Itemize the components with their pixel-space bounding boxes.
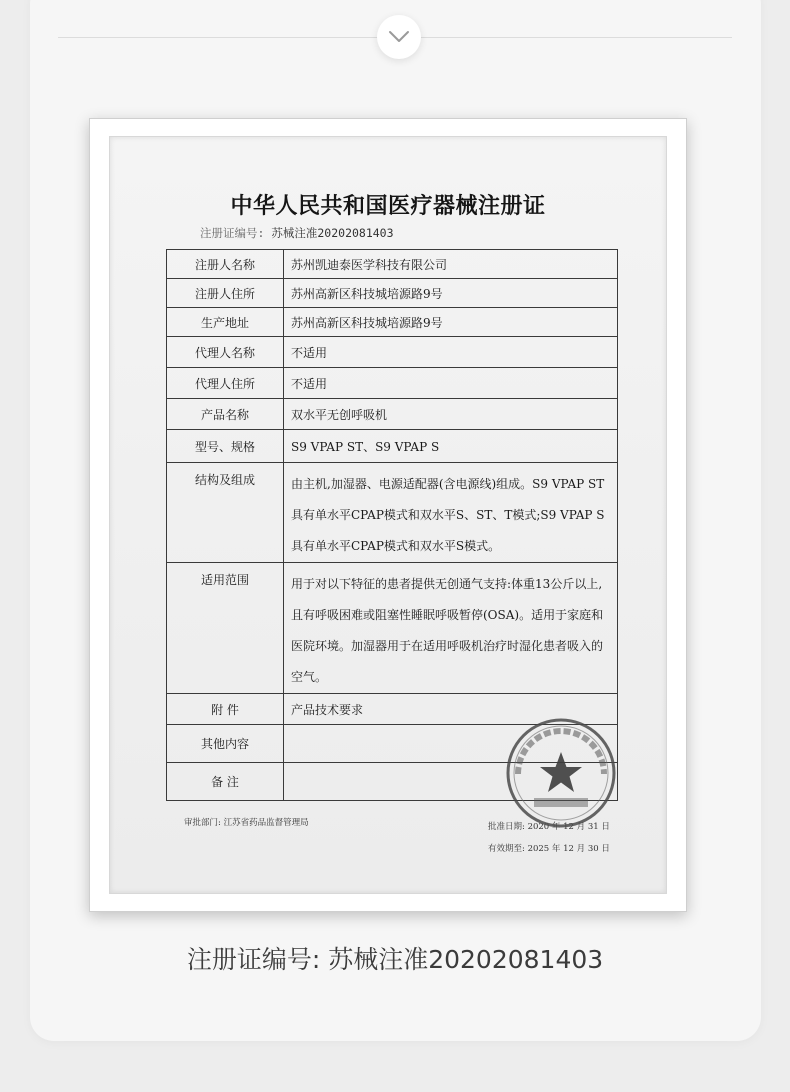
row-key: 适用范围 <box>167 563 284 694</box>
row-value: 不适用 <box>284 368 618 399</box>
table-row <box>167 337 618 368</box>
row-key: 代理人住所 <box>167 368 284 399</box>
row-key: 其他内容 <box>167 725 284 763</box>
row-value: 双水平无创呼吸机 <box>284 399 618 430</box>
row-value: 用于对以下特征的患者提供无创通气支持:体重13公斤以上,且有呼吸困难或阻塞性睡眠呼吸暂停(OSA)。适用于家庭和医院环境。加湿器用于在适用呼吸机治疗时湿化患者吸入的空气。 <box>284 563 618 694</box>
table-row <box>167 399 618 430</box>
row-value: 苏州凯迪泰医学科技有限公司 <box>284 250 618 279</box>
registration-number-value: 苏械注准20202081403 <box>271 226 394 240</box>
row-value: 苏州高新区科技城培源路9号 <box>284 279 618 308</box>
chevron-down-icon <box>388 30 410 44</box>
certificate-title: 中华人民共和国医疗器械注册证 <box>230 193 546 219</box>
row-key: 注册人住所 <box>167 279 284 308</box>
row-value: 不适用 <box>284 337 618 368</box>
certificate-frame <box>89 118 687 912</box>
table-row <box>167 430 618 463</box>
approval-department: 审批部门: 江苏省药品监督管理局 <box>184 818 309 828</box>
row-key: 附 件 <box>167 694 284 725</box>
registration-number-line <box>200 225 394 241</box>
collapse-button[interactable] <box>377 15 421 59</box>
row-key: 代理人名称 <box>167 337 284 368</box>
row-value: 苏州高新区科技城培源路9号 <box>284 308 618 337</box>
table-row <box>167 368 618 399</box>
row-key: 注册人名称 <box>167 250 284 279</box>
valid-until-date: 有效期至: 2025 年 12 月 30 日 <box>488 844 610 854</box>
table-row <box>167 463 618 563</box>
table-row <box>167 250 618 279</box>
registration-caption: 注册证编号: 苏械注准20202081403 <box>186 945 604 974</box>
approval-date: 批准日期: 2020 年 12 月 31 日 <box>488 822 610 832</box>
row-value: 产品技术要求 <box>284 694 618 725</box>
table-row <box>167 279 618 308</box>
row-value: 由主机,加湿器、电源适配器(含电源线)组成。S9 VPAP ST具有单水平CPAP模式和双水平S、ST、T模式;S9 VPAP S具有单水平CPAP模式和双水平S模式。 <box>284 463 618 563</box>
row-key: 结构及组成 <box>167 463 284 563</box>
row-key: 型号、规格 <box>167 430 284 463</box>
row-key: 备 注 <box>167 763 284 801</box>
row-key: 产品名称 <box>167 399 284 430</box>
row-key: 生产地址 <box>167 308 284 337</box>
official-seal-icon <box>504 716 618 830</box>
row-value: S9 VPAP ST、S9 VPAP S <box>284 430 618 463</box>
table-row <box>167 308 618 337</box>
table-row <box>167 563 618 694</box>
registration-number-label: 注册证编号: <box>200 226 265 240</box>
